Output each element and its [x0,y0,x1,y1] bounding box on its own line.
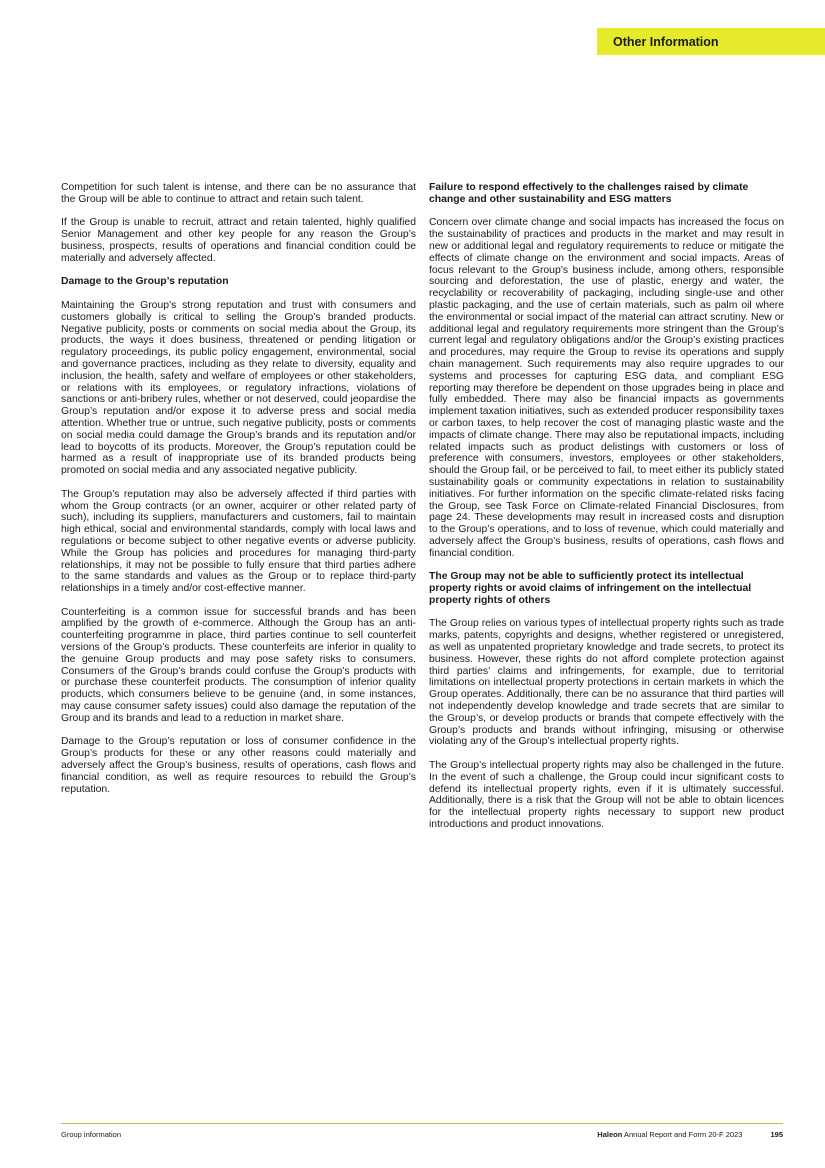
paragraph: The Group relies on various types of intellectual property rights such as trade marks, patents, copyrights and designs, whether registered or unregistered, as well as unpatented proprietary knowledge and trade secrets, to protect its business. However, these rights do not afford complete protection against third parties’ claims and infringements, for example, due to territorial limitations on intellectual property protections in certain markets in which the Group operates. Additionally, there can be no assurance that third parties will not independently develop knowledge and trade secrets that are similar to the Group’s, or develop products or brands that compete effectively with the Group’s products and brands without infringing, misusing or otherwise violating any of the Group’s intellectual property rights. [429,618,784,748]
paragraph: The Group’s intellectual property rights may also be challenged in the future. In the event of such a challenge, the Group could incur significant costs to defend its intellectual property rights, even if it is ultimately successful. Additionally, there is a risk that the Group will not be able to obtain licences for the intellectual property rights necessary to support new product introductions and product innovations. [429,760,784,831]
paragraph: If the Group is unable to recruit, attract and retain talented, highly qualified Senior Management and other key people for any reason the Group’s business, prospects, results of operations and financial condition could be materially and adversely affected. [61,217,416,264]
section-tab-label: Other Information [613,34,719,49]
footer-divider [61,1123,783,1124]
left-column [61,182,416,807]
section-heading: The Group may not be able to sufficiently protect its intellectual property rights or avoid claims of infringement on the intellectual property rights of others [429,571,752,606]
section-heading: Damage to the Group’s reputation [61,276,229,288]
page-number: 195 [770,1130,783,1139]
right-column [429,182,784,843]
paragraph: The Group’s reputation may also be adversely affected if third parties with whom the Group contracts (or an owner, acquirer or other related party of such), including its suppliers, manufacturers and customers, fail to maintain high ethical, social and environmental standards, comply with local laws and regulations or become subject to other negative events or adverse publicity. While the Group has policies and procedures for managing third-party relationships, it may not be possible to fully ensure that third parties adhere to the same standards and values as the Group or to replace third-party relationships in a timely and/or cost-effective manner. [61,488,416,595]
paragraph: Maintaining the Group’s strong reputation and trust with consumers and customers globally is critical to selling the Group’s branded products. Negative publicity, posts or comments on social media about the Group, its products, the ways it does business, threatened or pending litigation or regulatory proceedings, its public policy engagement, environmental, social and governance practices, including as they relate to diversity, equality and inclusion, the health, safety and welfare of employees or other stakeholders, or relations with its employees, or regulatory infractions, violations of sanctions or anti-bribery rules, whether or not deserved, could jeopardise the Group’s reputation and/or expose it to adverse press and social media attention. Whether true or untrue, such negative publicity, posts or comments on social media could damage the Group’s brands and its reputation and/or lead to boycotts of its products. Moreover, the Group’s reputation could be harmed as a result of inappropriate use of its branded products being promoted on social media and any associated negative publicity. [61,299,416,477]
paragraph: Counterfeiting is a common issue for successful brands and has been amplified by the growth of e-commerce. Although the Group has an anti-counterfeiting programme in place, third parties continue to sell counterfeit versions of the Group’s products. These counterfeits are inferior in quality to the genuine Group products and may pose safety risks to consumers. Consumers of the Group’s brands could confuse the Group’s products with or purchase these counterfeit products. The consumption of inferior quality products, which consumers believe to be genuine (and, in some instances, may cause consumer safety issues) could also damage the reputation of the Group and its brands and lead to a reduction in market share. [61,606,416,724]
section-tab [597,28,825,55]
footer-section-label: Group information [61,1130,122,1139]
footer-brand: Haleon [597,1130,623,1139]
paragraph: Competition for such talent is intense, and there can be no assurance that the Group will be able to continue to attract and retain such talent. [61,182,416,205]
paragraph: Concern over climate change and social impacts has increased the focus on the sustainability of practices and products in the market and may result in new or additional legal and regulatory requirements to reduce or mitigate the effects of climate change on the environment and social impacts. Areas of focus relevant to the Group’s business include, among others, responsible sourcing and deforestation, the use of plastic, energy and water, the recyclability or recoverability of packaging, including single-use and other plastic packaging, and the use of certain materials, such as palm oil where the environmental or social impact of the material can attract scrutiny. New or additional legal and regulatory requirements more stringent than the Group’s current legal and regulatory obligations and/or the Group’s existing practices and procedures, may require the Group to revise its operations and supply chain management. Such requirements may also require upgrades to our systems and processes for capturing ESG data, and compliant ESG reporting may therefore be dependent on those upgrades being in place and fully embedded. There may also be financial impacts as governments implement taxation initiatives, such as extended producer responsibility taxes or carbon taxes, to help recover the cost of managing plastic waste and the impacts of climate change. There may also be reputational impacts, including related impacts such as product delistings with customers or loss of preference with consumers, investors, employees or other stakeholders, should the Group fail, or be perceived to fail, to meet either its publicly stated sustainability goals or community expectations in relation to sustainability initiatives. For further information on the specific climate-related risks facing the Group, see Task Force on Climate-related Financial Disclosures, from page 24. These developments may result in increased costs and disruption to the Group’s operations, and to loss of revenue, which could materially and adversely affect the Group’s business, results of operations, cash flows and financial condition. [429,217,784,559]
footer-report-info [490,1130,783,1139]
paragraph: Damage to the Group’s reputation or loss of consumer confidence in the Group’s products for these or any other reasons could materially and adversely affect the Group’s business, results of operations, cash flows and financial condition, as well as require resources to rebuild the Group’s reputation. [61,736,416,795]
section-heading: Failure to respond effectively to the challenges raised by climate change and other sustainability and ESG matters [429,182,749,205]
footer-report-title: Annual Report and Form 20-F 2023 [623,1130,743,1139]
